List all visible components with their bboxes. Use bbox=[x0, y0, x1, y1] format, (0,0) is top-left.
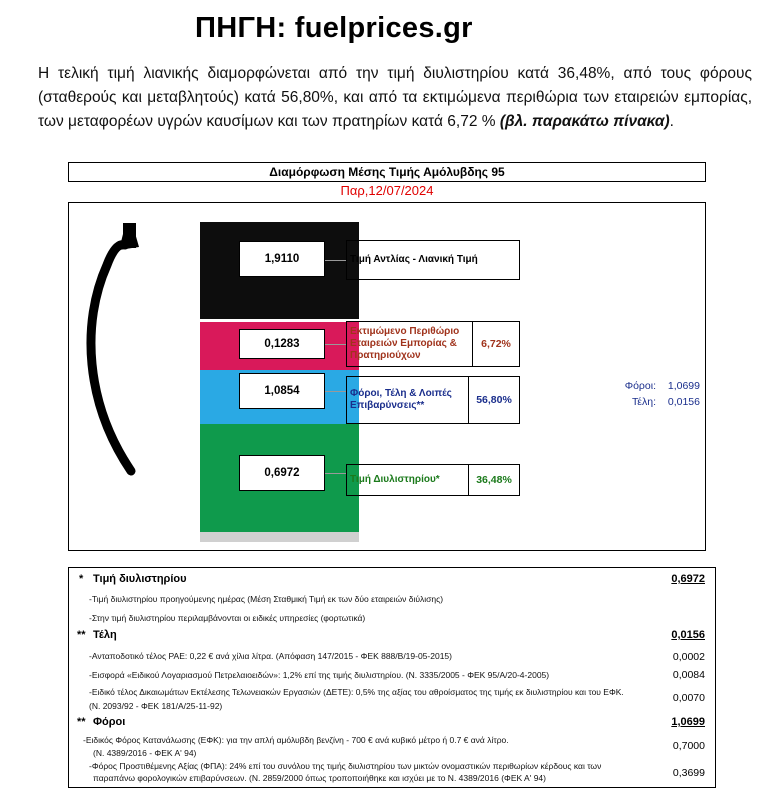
value-margins: 0,1283 bbox=[239, 329, 325, 359]
section-fees-total: 0,0156 bbox=[671, 629, 705, 641]
section-refinery-mark: * bbox=[79, 573, 84, 585]
label-refinery-text: Τιμή Διυλιστηρίου* bbox=[350, 474, 440, 485]
label-retail bbox=[346, 240, 520, 280]
value-retail: 1,9110 bbox=[239, 241, 325, 277]
pump-base bbox=[200, 532, 359, 542]
fees-item-2-value: 0,0084 bbox=[672, 669, 705, 681]
section-refinery-title: Τιμή διυλιστηρίου bbox=[93, 573, 187, 585]
side-value-taxes: 1,0699 bbox=[667, 380, 700, 392]
taxes-item-2: -Φόρος Προστιθέμενης Αξίας (ΦΠΑ): 24% επί του συνόλου της τιμής διυλιστηρίου των μικτών ονομαστικών περιθωρίων κέρδους και των bbox=[89, 761, 602, 771]
fees-item-2: -Εισφορά «Ειδικού Λογαριασμού Πετρελαιοειδών»: 1,2% επί της τιμής διυλιστηρίου. (Ν. 3335/2005 - ΦΕΚ 95/Α/20-4-2005) bbox=[89, 670, 550, 680]
connector-retail bbox=[325, 260, 346, 261]
refinery-item-2: -Στην τιμή διυλιστηρίου περιλαμβάνονται οι ειδικές υπηρεσίες (φορτωτικά) bbox=[89, 613, 366, 623]
side-value-fees: 0,0156 bbox=[667, 396, 700, 408]
taxes-item-1-ref: (Ν. 4389/2016 - ΦΕΚ Α' 94) bbox=[93, 748, 197, 758]
chart-title: Διαμόρφωση Μέσης Τιμής Αμόλυβδης 95 bbox=[68, 162, 706, 182]
intro-text: Η τελική τιμή λιανικής διαμορφώνεται από την τιμή διυλιστηρίου κατά 36,48%, από τους φόρους (σταθερούς και μεταβλητούς) κατά 56,80%, και από τα εκτιμώμενα περιθώρια των εταιρειών εμπορίας, των μεταφορέων υγρών καυσίμων και των πρατηρίων κατά 6,72 % bbox=[38, 65, 752, 130]
label-margins bbox=[346, 321, 520, 367]
connector-taxes bbox=[325, 391, 346, 392]
section-taxes-title: Φόροι bbox=[93, 716, 126, 728]
label-taxes bbox=[346, 376, 520, 424]
fees-item-1: -Ανταποδοτικό τέλος ΡΑΕ: 0,22 € ανά χίλια λίτρα. (Απόφαση 147/2015 - ΦΕΚ 888/Β/19-05-2015) bbox=[89, 651, 452, 661]
label-refinery bbox=[346, 464, 520, 496]
label-margins-text: Εκτιμώμενο Περιθώριο Εταιρειών Εμπορίας & Πρατηριούχων bbox=[350, 326, 460, 361]
diagram-frame bbox=[68, 202, 706, 551]
taxes-item-2-ref: παραπάνω φορολογικών επιβαρύνσεων. (Ν. 2859/2000 όπως τροποποιήθηκε και ισχύει με το Ν. 4389/2016 (ΦΕΚ Α' 94) bbox=[93, 773, 546, 783]
chart-date: Παρ,12/07/2024 bbox=[340, 183, 434, 198]
side-label-taxes: Φόροι: bbox=[624, 380, 656, 392]
percent-refinery: 36,48% bbox=[468, 465, 519, 495]
section-taxes-total: 1,0699 bbox=[671, 716, 705, 728]
taxes-item-2-value: 0,3699 bbox=[672, 767, 705, 779]
taxes-item-1: -Ειδικός Φόρος Κατανάλωσης (ΕΦΚ): για την απλή αμόλυβδη βενζίνη - 700 € ανά κυβικό μέτρο ή 0.7 € ανά λίτρο. bbox=[83, 735, 509, 745]
value-refinery: 0,6972 bbox=[239, 455, 325, 491]
segment-gap bbox=[193, 319, 366, 322]
section-refinery-total: 0,6972 bbox=[671, 573, 705, 585]
refinery-item-1: -Τιμή διυλιστηρίου προηγούμενης ημέρας (Μέση Σταθμική Τιμή εκ των δύο εταιρειών διύλισης) bbox=[89, 594, 444, 604]
fees-item-1-value: 0,0002 bbox=[672, 651, 705, 663]
label-taxes-text: Φόροι, Τέλη & Λοιπές Επιβαρύνσεις** bbox=[350, 388, 452, 411]
intro-end: . bbox=[669, 113, 674, 130]
fees-item-3-ref: (Ν. 2093/92 - ΦΕΚ 181/Α/25-11-92) bbox=[89, 701, 223, 711]
section-fees-mark: ** bbox=[77, 629, 86, 641]
side-label-fees: Τέλη: bbox=[632, 396, 656, 408]
value-taxes: 1,0854 bbox=[239, 373, 325, 409]
source-title: ΠΗΓΗ: fuelprices.gr bbox=[195, 12, 473, 44]
intro-emphasis: (βλ. παρακάτω πίνακα) bbox=[499, 113, 670, 130]
side-values bbox=[600, 378, 700, 410]
fees-item-3-value: 0,0070 bbox=[672, 692, 705, 704]
breakdown-table bbox=[68, 567, 716, 788]
percent-margins: 6,72% bbox=[472, 322, 519, 366]
fees-item-3: -Ειδικό τέλος Δικαιωμάτων Εκτέλεσης Τελωνειακών Εργασιών (ΔΕΤΕ): 0,5% της αξίας του αθροίσματος της τιμής εκ διυλιστηρίου και του ΕΦΚ. bbox=[89, 687, 624, 697]
section-fees-title: Τέλη bbox=[93, 629, 117, 641]
label-retail-text: Τιμή Αντλίας - Λιανική Τιμή bbox=[350, 254, 478, 265]
side-value-row bbox=[600, 378, 700, 394]
connector-margins bbox=[325, 344, 346, 345]
section-taxes-mark: ** bbox=[77, 716, 86, 728]
taxes-item-1-value: 0,7000 bbox=[672, 740, 705, 752]
connector-refinery bbox=[325, 473, 346, 474]
percent-taxes: 56,80% bbox=[468, 377, 519, 423]
intro-paragraph bbox=[38, 62, 752, 134]
side-value-row bbox=[600, 394, 700, 410]
